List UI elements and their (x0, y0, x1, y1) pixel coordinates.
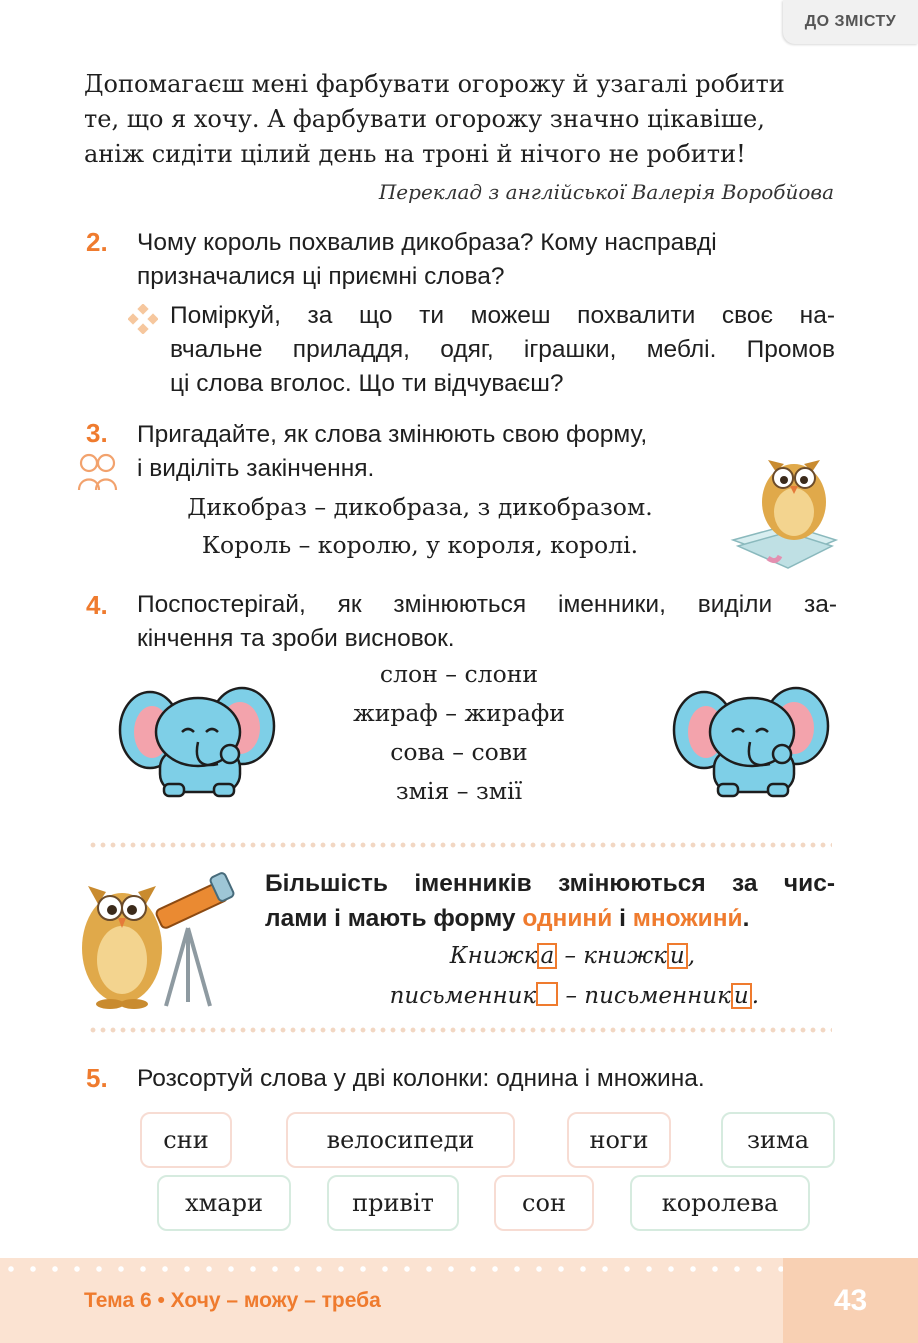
task-line: Пригадайте, як слова змінюють свою форму, (137, 421, 648, 448)
subtask-line: ці слова вголос. Що ти відчуваєш? (170, 370, 564, 397)
ending-box: и (667, 943, 688, 969)
word-card[interactable]: королева (630, 1175, 810, 1231)
elephant-left-illustration (118, 680, 276, 800)
word-stem: Книжк (449, 943, 538, 969)
task-4-number: 4. (86, 590, 108, 620)
word-card[interactable]: хмари (157, 1175, 291, 1231)
word-card[interactable]: ноги (567, 1112, 671, 1168)
reading-line: те, що я хочу. А фарбувати огорожу значно цікавіше, (84, 105, 765, 133)
rule-divider-bottom (88, 1025, 832, 1035)
rule-divider-top (88, 840, 832, 850)
task-3-example-2: Король – королю, у короля, королі. (201, 531, 639, 559)
dash: – (557, 943, 584, 969)
subtask-line: вчальне приладдя, одяг, іграшки, меблі. Промов (170, 336, 835, 363)
footer-pattern (0, 1258, 918, 1280)
task-3-text (137, 418, 777, 486)
task-line: призначалися ці приємні слова? (137, 263, 505, 290)
word-pair: жираф – жирафи (353, 699, 565, 727)
word-card[interactable]: сни (140, 1112, 232, 1168)
task-line: Чому король похвалив дикобраза? Кому насправді (137, 229, 717, 256)
diamond-bullet-icon (128, 304, 158, 334)
task-3-example-1: Дикобраз – дикобраза, з дикобразом. (187, 493, 653, 521)
dash: – (558, 983, 585, 1009)
word-card[interactable]: сон (494, 1175, 594, 1231)
rule-example-2 (265, 982, 759, 1009)
task-2-number: 2. (86, 227, 108, 257)
rule-line-2-prefix: лами і мають форму (265, 905, 523, 932)
task-line: Поспостерігай, як змінюються іменники, виділи за- (137, 591, 837, 618)
ending-box: и (731, 983, 752, 1009)
contents-link[interactable]: ДО ЗМІСТУ (783, 0, 918, 44)
task-2-text (137, 226, 837, 294)
punct: . (751, 983, 759, 1009)
subtask-line: Поміркуй, за що ти можеш похвалити своє на- (170, 302, 835, 329)
word-pair: змія – змії (395, 777, 523, 805)
footer-topic: Тема 6 • Хочу – можу – треба (84, 1289, 381, 1312)
zero-ending-box (536, 982, 558, 1006)
word-card[interactable]: зима (721, 1112, 835, 1168)
task-5-number: 5. (86, 1063, 108, 1093)
page-number: 43 (783, 1258, 918, 1343)
owl-reading-illustration (728, 440, 838, 575)
task-5-text: Розсортуй слова у дві колонки: однина і множина. (137, 1065, 705, 1092)
rule-line-1: Більшість іменників змінюються за чис- (265, 870, 835, 897)
reading-line: аніж сидіти цілий день на троні й нічого не робити! (84, 140, 746, 168)
rule-line-2 (265, 901, 835, 936)
rule-line-2-end: . (742, 905, 750, 932)
word-pair: сова – сови (390, 738, 528, 766)
plural-term: множини́ (632, 905, 743, 932)
task-2-subtask (170, 299, 835, 401)
word-stem: книжк (583, 943, 667, 969)
singular-term: однини́ (522, 905, 613, 932)
task-line: і виділіть закінчення. (137, 455, 375, 482)
task-line: кінчення та зроби висновок. (137, 625, 455, 652)
rule-conj: і (612, 905, 633, 932)
task-3-number: 3. (86, 418, 108, 448)
ending-box: а (537, 943, 557, 969)
word-card[interactable]: привіт (327, 1175, 459, 1231)
rule-example-1 (265, 943, 695, 969)
pair-work-icon (76, 450, 120, 494)
task-4-text (137, 588, 837, 656)
word-stem: письменник (389, 983, 537, 1009)
reading-line: Допомагаєш мені фарбувати огорожу й узагалі робити (84, 70, 785, 98)
word-card[interactable]: велосипеди (286, 1112, 515, 1168)
translator-credit: Переклад з англійської Валерія Воробйова (378, 180, 834, 204)
owl-telescope-illustration (70, 868, 245, 1013)
rule-text (265, 866, 835, 936)
reading-text (84, 67, 844, 172)
word-stem: письменник (584, 983, 731, 1009)
word-pair: слон – слони (379, 660, 539, 688)
elephant-right-illustration (672, 680, 830, 800)
punct: , (687, 943, 695, 969)
